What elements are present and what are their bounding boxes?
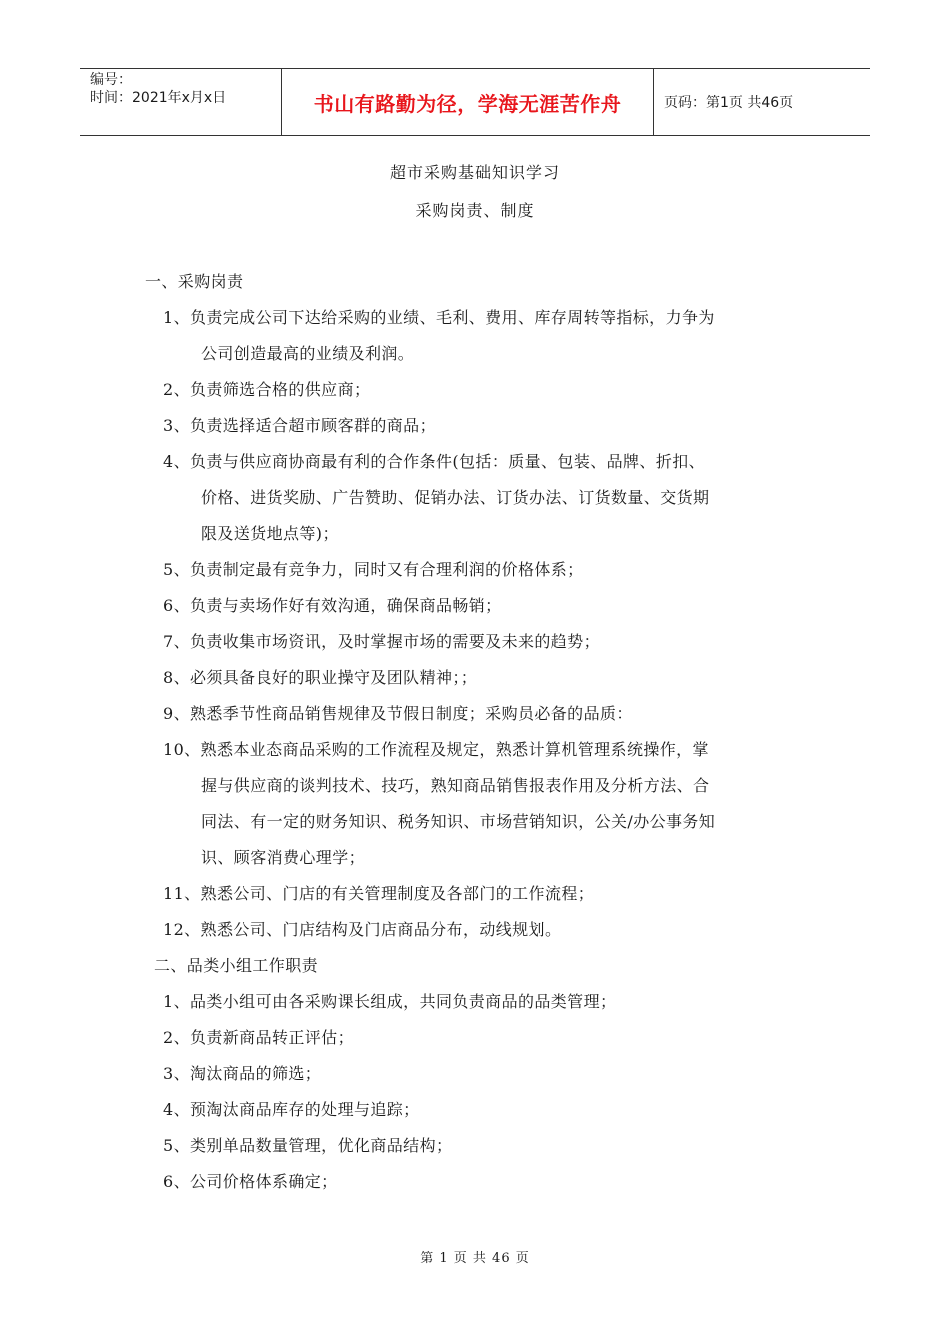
body-line: 同法、有一定的财务知识、税务知识、市场营销知识，公关/办公事务知 <box>201 812 716 831</box>
body-line: 5、类别单品数量管理，优化商品结构； <box>163 1136 453 1155</box>
motto-text: 书山有路勤为径，学海无涯苦作舟 <box>313 91 622 116</box>
body-line: 2、负责新商品转正评估； <box>163 1028 354 1047</box>
body-line: 公司创造最高的业绩及利润。 <box>201 344 415 363</box>
document-header <box>80 68 870 136</box>
section-heading: 二、品类小组工作职责 <box>154 956 319 975</box>
body-line: 1、负责完成公司下达给采购的业绩、毛利、费用、库存周转等指标，力争为 <box>163 308 715 327</box>
body-line: 2、负责筛选合格的供应商； <box>163 380 371 399</box>
document-number-label: 编号： <box>90 72 132 88</box>
body-line: 11、熟悉公司、门店的有关管理制度及各部门的工作流程； <box>163 884 595 903</box>
body-line: 9、熟悉季节性商品销售规律及节假日制度；采购员必备的品质： <box>163 704 633 723</box>
body-line: 6、负责与卖场作好有效沟通，确保商品畅销； <box>163 596 502 615</box>
document-date: 时间：2021年x月x日 <box>90 90 227 106</box>
header-motto-cell <box>282 69 654 135</box>
body-line: 3、负责选择适合超市顾客群的商品； <box>163 416 436 435</box>
body-line: 1、品类小组可由各采购课长组成，共同负责商品的品类管理； <box>163 992 617 1011</box>
page-info: 页码：第1页 共46页 <box>664 95 794 111</box>
body-line: 价格、进货奖励、广告赞助、促销办法、订货办法、订货数量、交货期 <box>201 488 710 507</box>
body-line: 10、熟悉本业态商品采购的工作流程及规定，熟悉计算机管理系统操作，掌 <box>163 740 709 759</box>
document-subtitle: 采购岗责、制度 <box>415 201 535 220</box>
section-heading: 一、采购岗责 <box>145 272 244 291</box>
body-line: 5、负责制定最有竞争力，同时又有合理利润的价格体系； <box>163 560 584 579</box>
body-line: 4、负责与供应商协商最有利的合作条件(包括：质量、包装、品牌、折扣、 <box>163 452 706 471</box>
page-footer: 第 1 页 共 46 页 <box>420 1251 530 1266</box>
body-line: 握与供应商的谈判技术、技巧，熟知商品销售报表作用及分析方法、合 <box>201 776 710 795</box>
header-meta-cell <box>80 69 282 135</box>
body-line: 8、必须具备良好的职业操守及团队精神；； <box>163 668 478 687</box>
body-line: 12、熟悉公司、门店结构及门店商品分布，动线规划。 <box>163 920 562 939</box>
body-line: 4、预淘汰商品库存的处理与追踪； <box>163 1100 420 1119</box>
body-line: 7、负责收集市场资讯，及时掌握市场的需要及未来的趋势； <box>163 632 600 651</box>
body-line: 3、淘汰商品的筛选； <box>163 1064 322 1083</box>
document-title: 超市采购基础知识学习 <box>389 163 560 182</box>
body-line: 6、公司价格体系确定； <box>163 1172 338 1191</box>
header-page-cell <box>654 69 870 135</box>
body-line: 识、顾客消费心理学； <box>201 848 366 867</box>
body-line: 限及送货地点等)； <box>201 524 339 543</box>
